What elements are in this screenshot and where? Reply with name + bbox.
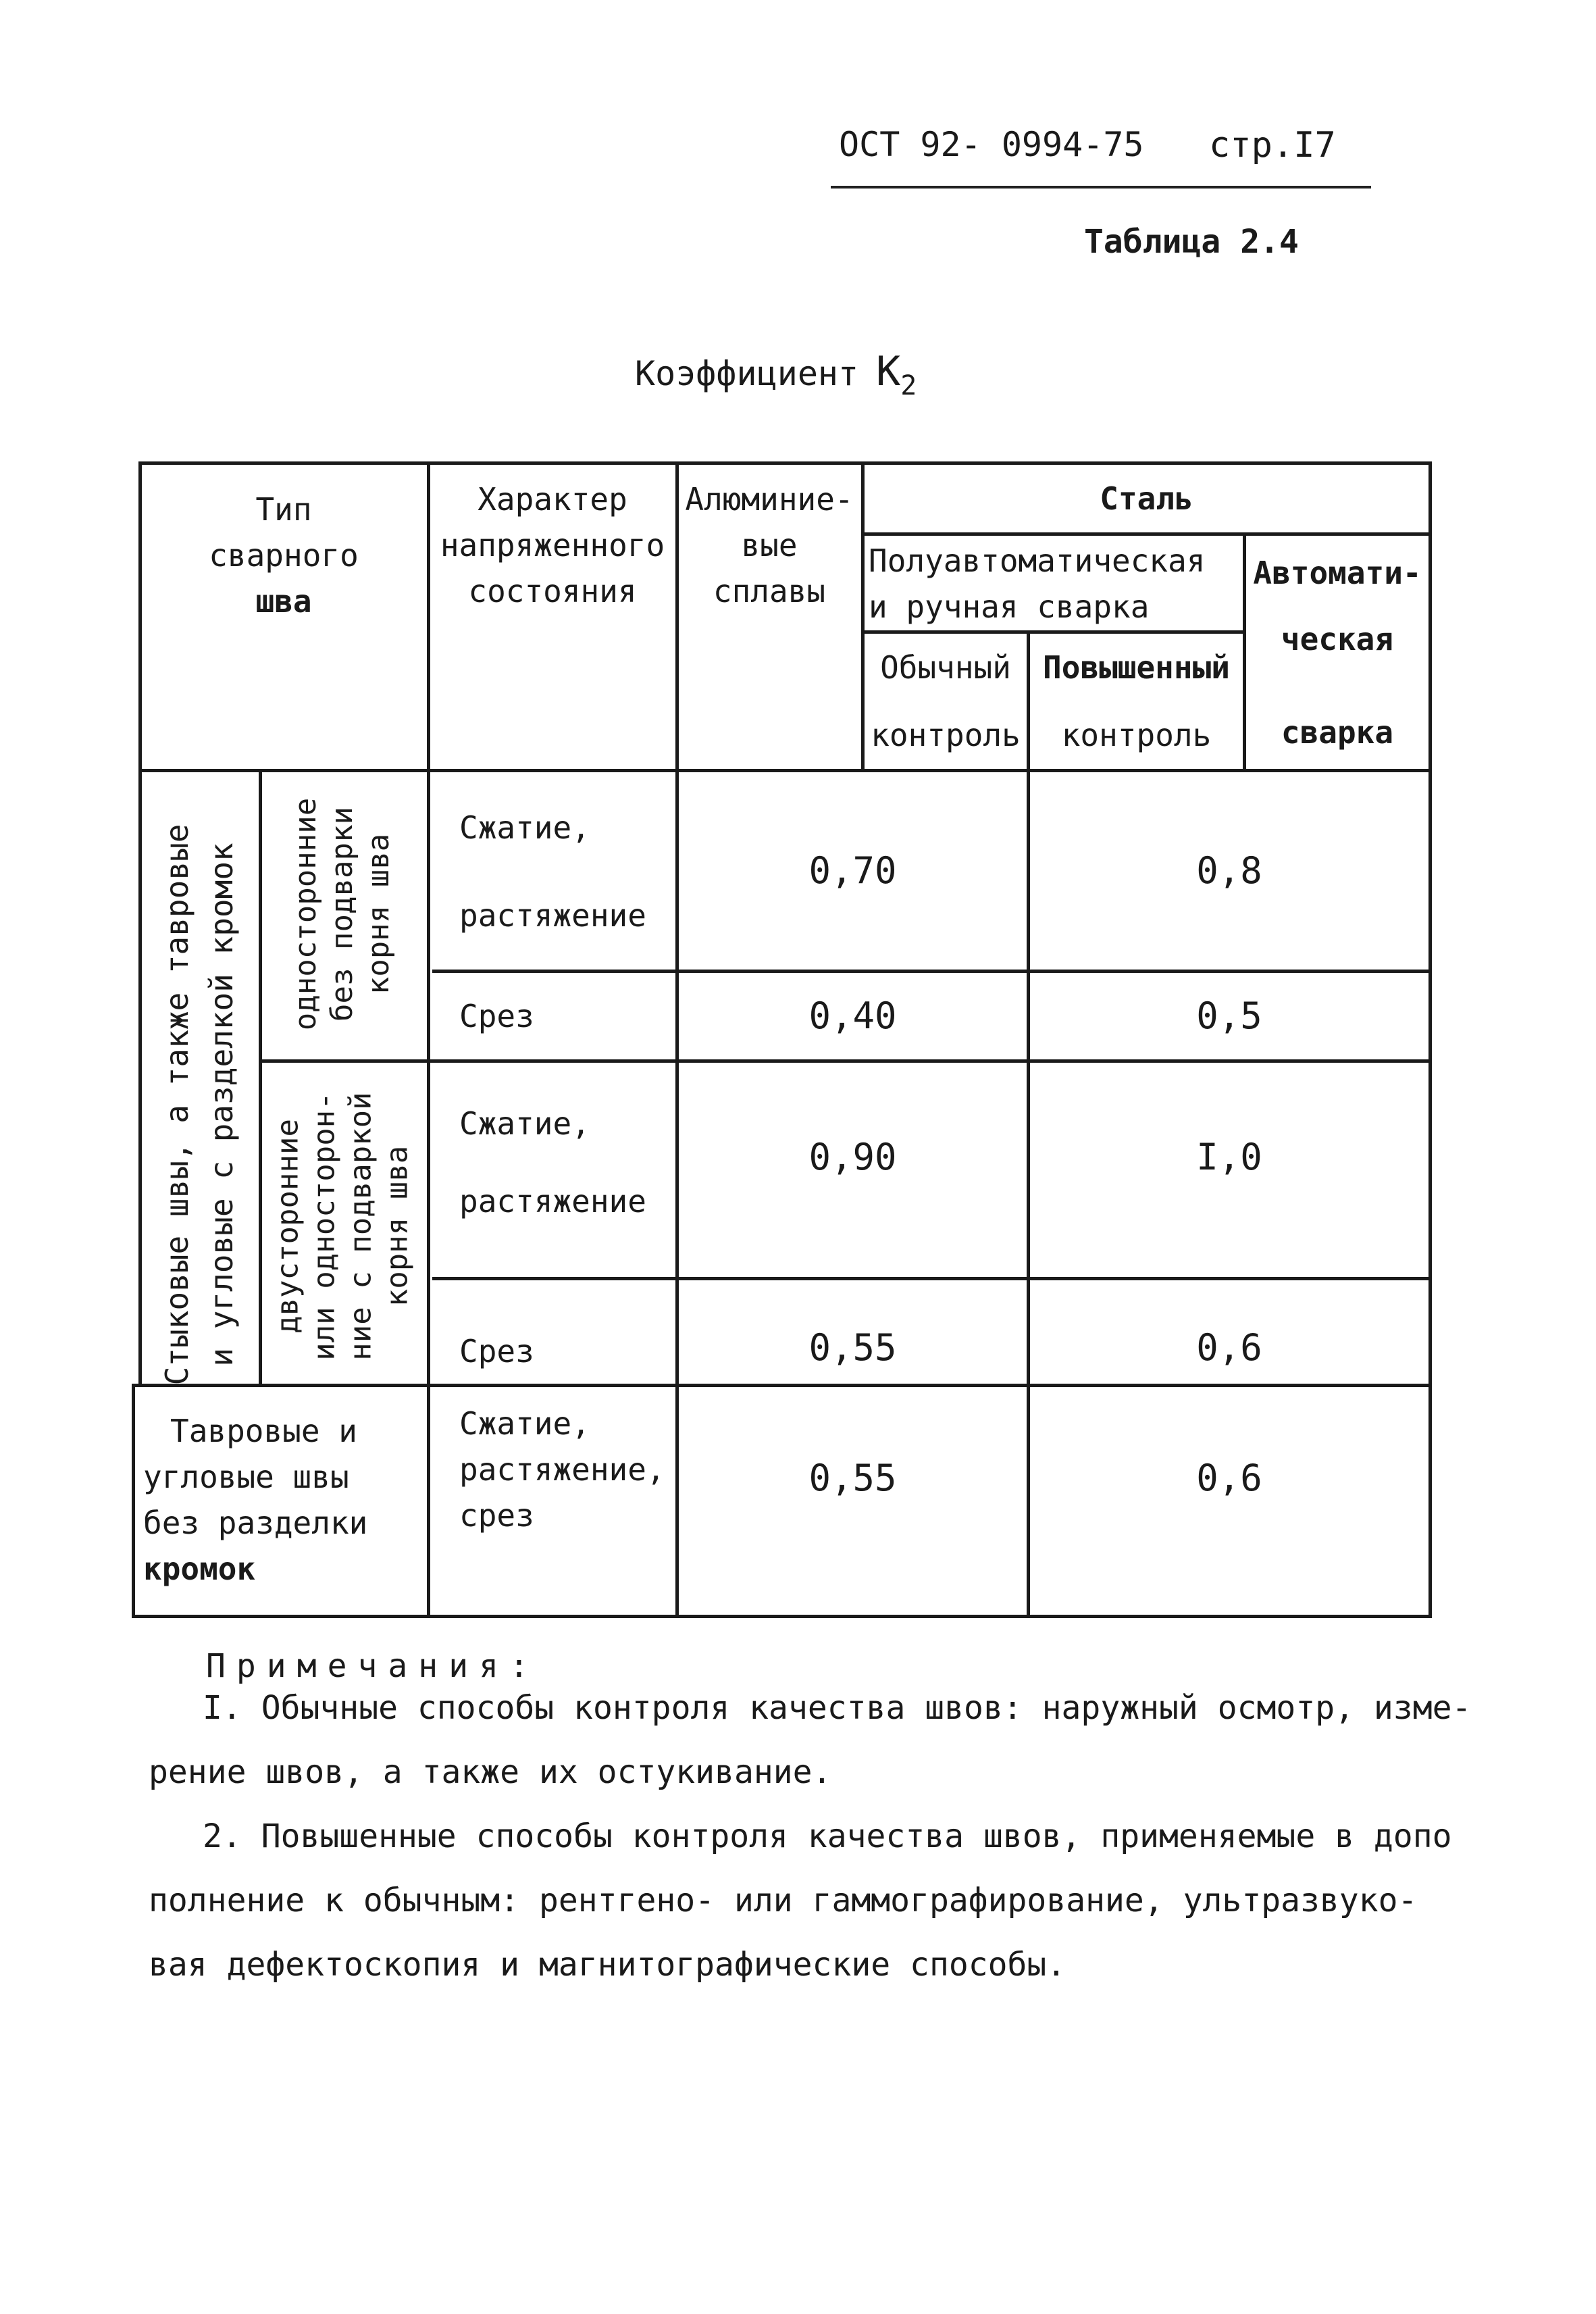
row3-steel: I,0 — [1196, 1136, 1262, 1178]
group-tee-seams: Тавровые и угловые швы без разделки кромок — [143, 1413, 368, 1587]
note-line: рение швов, а также их остукивание. — [149, 1753, 832, 1791]
group-two-sided: двусторонние или односторон- ние с подваркой корня шва — [270, 1092, 415, 1361]
table-line — [1428, 461, 1432, 1618]
group-butt-seams: Стыковые швы, а также тавровые и угловые с разделкой кромок — [159, 824, 240, 1386]
row4-steel: 0,6 — [1196, 1326, 1262, 1369]
note-line: полнение к обычным: рентгено- или гаммографирование, ультразвуко- — [149, 1882, 1418, 1919]
note-line: I. Обычные способы контроля качества швов: наружный осмотр, изме- — [203, 1689, 1472, 1727]
header-normal-control: Обычный контроль — [871, 649, 1021, 753]
row1-aluminium: 0,70 — [808, 849, 897, 892]
title-symbol: K — [876, 348, 901, 395]
table-line — [427, 461, 430, 1618]
row4-aluminium: 0,55 — [808, 1326, 897, 1369]
table-label: Таблица 2.4 — [1084, 223, 1299, 261]
row2-steel: 0,5 — [1196, 995, 1262, 1037]
document-code: ОСТ 92- 0994-75 — [839, 125, 1144, 164]
row5-steel: 0,6 — [1196, 1457, 1262, 1499]
row3-stress: Сжатие, растяжение — [459, 1105, 646, 1219]
header-steel: Сталь — [1100, 480, 1193, 517]
row5-stress: Сжатие, растяжение, срез — [459, 1405, 665, 1534]
table-line — [132, 1615, 1432, 1618]
note-line: 2. Повышенные способы контроля качества швов, применяемые в допо — [203, 1817, 1452, 1855]
header-increased-control: Повышенный контроль — [1043, 649, 1230, 753]
row2-stress: Срез — [459, 998, 534, 1034]
header-semi-auto: Полуавтоматическая и ручная сварка — [869, 543, 1206, 625]
title-word: Коэффициент — [635, 354, 859, 393]
table-line — [432, 1277, 1432, 1280]
row4-stress: Срез — [459, 1333, 534, 1369]
header-aluminium: Алюминие- вые сплавы — [685, 481, 854, 609]
row5-aluminium: 0,55 — [808, 1457, 897, 1499]
notes-title: Примечания: — [206, 1647, 540, 1685]
note-line: вая дефектоскопия и магнитографические способы. — [149, 1946, 1066, 1984]
table-line — [132, 1384, 135, 1618]
title-subscript: 2 — [900, 370, 917, 401]
row2-aluminium: 0,40 — [808, 995, 897, 1037]
header-automatic: Автомати- ческая сварка — [1253, 554, 1422, 751]
row1-steel: 0,8 — [1196, 849, 1262, 892]
row1-stress: Сжатие, растяжение — [459, 809, 646, 934]
group-one-sided: односторонние без подварки корня шва — [288, 797, 396, 1031]
header-stress-state: Характер напряженного состояния — [440, 481, 665, 609]
row3-aluminium: 0,90 — [808, 1136, 897, 1178]
header-seam-type: Тип сварного шва — [209, 491, 359, 620]
page-number: стр.I7 — [1209, 125, 1336, 166]
